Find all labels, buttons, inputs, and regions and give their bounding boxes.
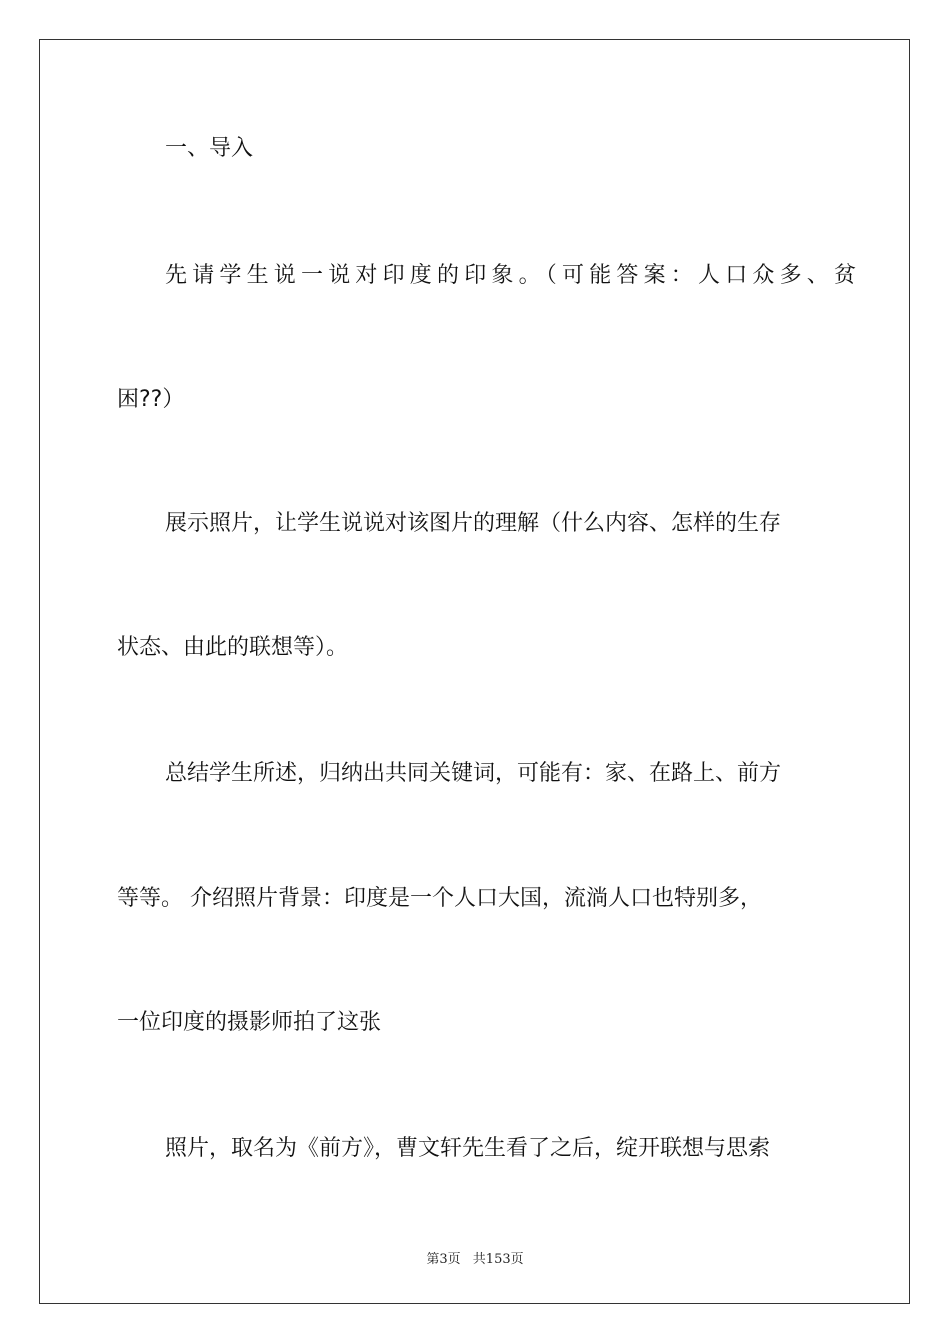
page-footer (0, 1248, 950, 1267)
heading-intro: 一、导入 (165, 136, 254, 161)
paragraph-line: 等等。 介绍照片背景：印度是一个人口大国，流淌人口也特别多， (117, 886, 762, 911)
paragraph-line: 困??） (117, 387, 185, 412)
paragraph-line: 状态、由此的联想等）。 (117, 635, 349, 660)
paragraph-line: 总结学生所述，归纳出共同关键词，可能有：家、在路上、前方 (165, 761, 782, 786)
paragraph-line: 展示照片，让学生说说对该图片的理解（什么内容、怎样的生存 (165, 511, 782, 536)
total-pages: 共153页 (472, 1252, 524, 1267)
paragraph-line: 一位印度的摄影师拍了这张 (117, 1010, 382, 1035)
page-number: 第3页 (426, 1252, 461, 1267)
paragraph-line: 先请学生说一说对印度的印象。（可能答案：人口众多、贫 (165, 263, 862, 288)
paragraph-line: 照片，取名为《前方》，曹文轩先生看了之后，绽开联想与思索 (165, 1136, 771, 1161)
page-border (39, 39, 910, 1304)
